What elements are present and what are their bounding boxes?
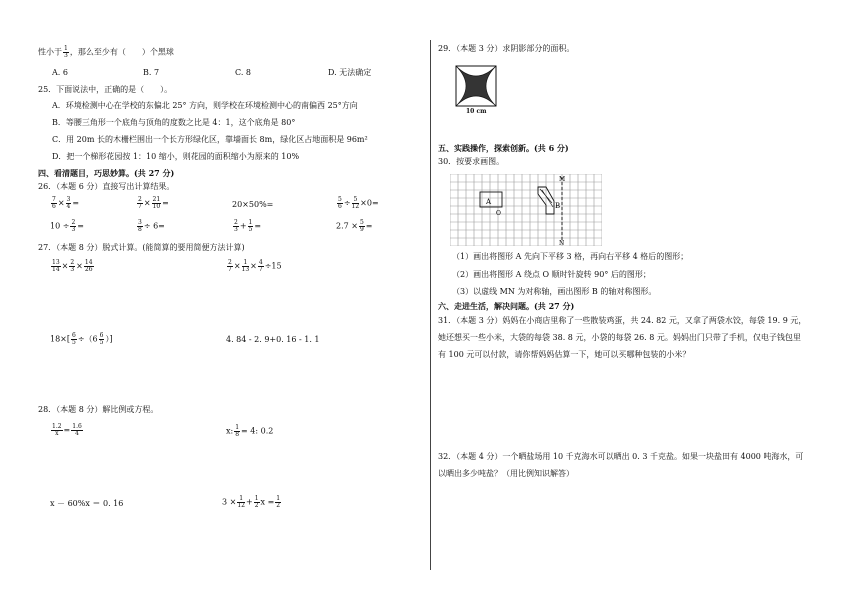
frac-den: 2 — [276, 502, 281, 509]
operand: 2.7 × — [336, 221, 358, 231]
frac-num: 2 — [71, 219, 76, 226]
frac-num: 3 — [138, 219, 142, 226]
q27-title: 27．（本题 8 分）脱式计算。(能简算的要用简便方法计算) — [38, 243, 245, 252]
q29-shaded-region — [456, 66, 496, 106]
q29-dimension-label: 10 cm — [466, 108, 487, 115]
fraction — [152, 197, 162, 210]
fraction — [248, 220, 254, 233]
frac-den: 6 — [338, 203, 342, 210]
q26-item-1 — [50, 197, 79, 210]
q25-option-b: B．等腰三角形一个底角与顶角的度数之比是 4：1，这个底角是 80° — [52, 118, 296, 127]
q26-title: 26．（本题 6 分）直接写出计算结果。 — [38, 182, 175, 191]
frac-den: 8 — [138, 226, 142, 233]
frac-num: 14 — [84, 259, 93, 266]
q27-item-4: 4. 84 - 2. 9+0. 16 - 1. 1 — [226, 335, 320, 344]
fraction — [69, 260, 75, 273]
frac-den: 3 — [64, 52, 68, 59]
q30-grid-figure — [450, 174, 602, 246]
fraction — [337, 197, 343, 210]
frac-den: 3 — [234, 226, 238, 233]
fraction — [84, 260, 94, 273]
q27-item-3 — [50, 333, 113, 346]
frac-num: 1 — [254, 495, 259, 502]
q26-item-8 — [336, 220, 373, 233]
q24-option-a: A. 6 — [52, 68, 68, 77]
frac-num: 6 — [72, 332, 76, 339]
frac-den: 13 — [241, 266, 250, 273]
frac-den: 3 — [70, 266, 75, 273]
frac-den: 7 — [258, 266, 263, 273]
frac-den: 5 — [72, 339, 76, 346]
frac-num: 1 — [248, 219, 253, 226]
operator: × — [57, 198, 65, 208]
operand: 3 × — [222, 497, 237, 507]
q31-line-1: 31．（本题 3 分）妈妈在小商店里称了一些散装鸡蛋，共 24. 82 元，又拿了两袋水饺，每袋 19. 9 元， — [438, 316, 807, 325]
q25-option-c: C．用 20m 长的木栅栏围出一个长方形绿化区，靠墙面长 8m，绿化区占地面积是 96m² — [52, 135, 368, 144]
point-o-label: O — [496, 210, 501, 217]
point-n-label: N — [559, 240, 565, 246]
section-6-heading: 六、走进生活，解决问题。(共 27 分) — [438, 301, 575, 311]
fraction — [51, 197, 57, 210]
q32-line-2: 以晒出多少吨盐？（用比例知识解答） — [438, 469, 574, 478]
q30-title: 30．按要求画图。 — [438, 157, 505, 166]
frac-den: 10 — [152, 203, 161, 210]
fraction — [137, 220, 143, 233]
equals: = — [162, 198, 169, 208]
q24-pre: 性小于 — [38, 47, 62, 57]
q29-title: 29．（本题 3 分）求阴影部分的面积。 — [438, 44, 575, 53]
frac-den: 9 — [359, 226, 364, 233]
section-5-heading: 五、实践操作，探索创新。(共 6 分) — [438, 143, 569, 153]
q24-option-c: C. 8 — [235, 68, 252, 77]
frac-den: 7 — [138, 203, 142, 210]
fraction — [63, 46, 69, 59]
operand: ）] — [105, 334, 113, 344]
frac-den: 3 — [71, 226, 76, 233]
q24-option-b: B. 7 — [143, 68, 160, 77]
operand: x: — [226, 426, 234, 436]
q25-option-d: D．把一个梯形花园按 1：10 缩小，则花园的面积缩小为原来的 10% — [52, 152, 300, 161]
frac-den: 2 — [254, 502, 259, 509]
fraction — [70, 220, 76, 233]
frac-num: 2 — [70, 259, 75, 266]
frac-num: 5 — [338, 196, 342, 203]
q25-option-a: A．环境检测中心在学校的东偏北 25° 方向，则学校在环境检测中心的南偏西 25°方向 — [52, 101, 358, 110]
fraction — [237, 496, 245, 509]
frac-num: 1 — [243, 259, 248, 266]
q24-tail — [38, 46, 174, 59]
q25-title: 25．下面说法中，正确的是（ ）。 — [38, 85, 173, 94]
operand: x = — [260, 497, 275, 507]
operand: ÷（6 — [77, 334, 98, 344]
fraction — [352, 197, 360, 210]
fraction — [275, 496, 281, 509]
fraction — [137, 197, 143, 210]
fraction — [258, 260, 264, 273]
equals: = — [72, 198, 80, 208]
q28-item-3: x － 60%x ＝ 0. 16 — [50, 499, 124, 508]
equals: ×0= — [360, 198, 379, 208]
point-m-label: M — [559, 176, 566, 183]
fraction — [233, 220, 239, 233]
frac-den: 7 — [228, 266, 232, 273]
operand: = 4: 0.2 — [241, 426, 274, 436]
frac-num: 2 — [228, 259, 232, 266]
q24-post: ，那么至少有（ ）个黑球 — [69, 47, 174, 57]
q28-title: 28．（本题 8 分）解比例或方程。 — [38, 405, 159, 414]
frac-num: 1 — [64, 45, 68, 52]
frac-den: 4 — [75, 430, 79, 437]
operand: 10 ÷ — [50, 221, 70, 231]
equals: ÷ 6= — [143, 221, 165, 231]
q27-item-2: $\frac{2}{7}$ × $\frac{1}{13}$ × $\frac{4}{7}$ ÷15 — [228, 259, 282, 273]
frac-num: 21 — [152, 196, 161, 203]
fraction — [227, 260, 233, 273]
frac-den: 12 — [237, 502, 245, 509]
frac-num: 1 — [276, 495, 281, 502]
fraction — [51, 260, 61, 273]
frac-num: 5 — [359, 219, 364, 226]
equals: = — [254, 221, 262, 231]
operator: + — [239, 221, 247, 231]
frac-den: 6 — [52, 203, 56, 210]
q30-item-2: （2）画出将图形 A 绕点 O 顺时针旋转 90° 后的图形； — [452, 270, 651, 279]
q31-line-2: 她还想买一些小米，大袋的每袋 38. 8 元，小袋的每袋 26. 8 元。妈妈出门只带了手机，仅电子钱包里 — [438, 333, 801, 342]
operator: + — [245, 497, 253, 507]
shape-a-label: A — [486, 198, 492, 206]
shape-b-label: B — [555, 202, 561, 210]
frac-num: 1 — [235, 424, 240, 431]
q26-item-7 — [232, 220, 261, 233]
q28-item-2 — [226, 425, 273, 438]
frac-num: 7 — [52, 196, 56, 203]
grid-lines — [450, 174, 602, 246]
q26-item-2 — [136, 197, 169, 210]
fraction — [234, 425, 240, 438]
column-divider — [430, 40, 431, 570]
frac-num: 1 — [239, 495, 244, 502]
q26-item-4 — [336, 197, 379, 210]
fraction — [359, 220, 365, 233]
section-4-heading: 四、看清题目，巧思妙算。(共 27 分) — [38, 168, 175, 178]
q31-line-3: 有 100 元可以付款，请你帮妈妈估算一下，她可以买哪种包装的小米？ — [438, 350, 691, 359]
fraction — [254, 496, 260, 509]
frac-num: 3 — [66, 196, 71, 203]
frac-den: 26 — [84, 266, 93, 273]
operator: × — [143, 198, 151, 208]
operand: 18×[ — [50, 334, 71, 344]
frac-num: 6 — [99, 332, 104, 339]
frac-den: 5 — [99, 339, 104, 346]
frac-num: 4 — [258, 259, 263, 266]
frac-num: 5 — [353, 196, 358, 203]
q27-item-1: $\frac{13}{14}$ × $\frac{2}{3}$ × $\frac{14}{26}$ — [52, 259, 93, 273]
equals: = — [77, 221, 84, 231]
frac-den: 4 — [66, 203, 71, 210]
q28-item-4 — [222, 496, 282, 509]
frac-num: 2 — [138, 196, 142, 203]
frac-num: 13 — [52, 259, 60, 266]
frac-den: 12 — [351, 203, 360, 210]
frac-den: 8 — [235, 431, 240, 438]
frac-num: 2 — [234, 219, 238, 226]
frac-num: 1.6 — [72, 423, 82, 430]
q30-item-1: （1）画出将图形 A 先向下平移 3 格，再向右平移 4 格后的图形； — [452, 252, 689, 261]
fraction — [71, 333, 77, 346]
operand: ÷15 — [264, 261, 282, 271]
frac-den: x — [55, 430, 59, 437]
equals: = — [365, 221, 373, 231]
fraction — [99, 333, 105, 346]
q26-item-6 — [136, 220, 165, 233]
frac-den: 14 — [52, 266, 60, 273]
q32-line-1: 32．（本题 4 分）一个晒盐场用 10 千克海水可以晒出 0. 3 千克盐。如果一块盐田有 4000 吨海水，可 — [438, 452, 804, 461]
operator: ÷ — [343, 198, 351, 208]
q28-item-1: $\frac{1.2}{x}$ = $\frac{1.6}{4}$ — [52, 423, 82, 437]
fraction — [71, 424, 83, 437]
fraction — [51, 424, 63, 437]
frac-num: 1.2 — [52, 423, 62, 430]
frac-den: 5 — [248, 226, 253, 233]
q24-option-d: D. 无法确定 — [328, 68, 372, 77]
fraction — [66, 197, 72, 210]
q26-item-5 — [50, 220, 84, 233]
fraction — [242, 260, 250, 273]
q30-item-3: （3）以虚线 MN 为对称轴，画出图形 B 的轴对称图形。 — [452, 287, 657, 296]
q26-item-3: 20×50%= — [232, 200, 274, 209]
